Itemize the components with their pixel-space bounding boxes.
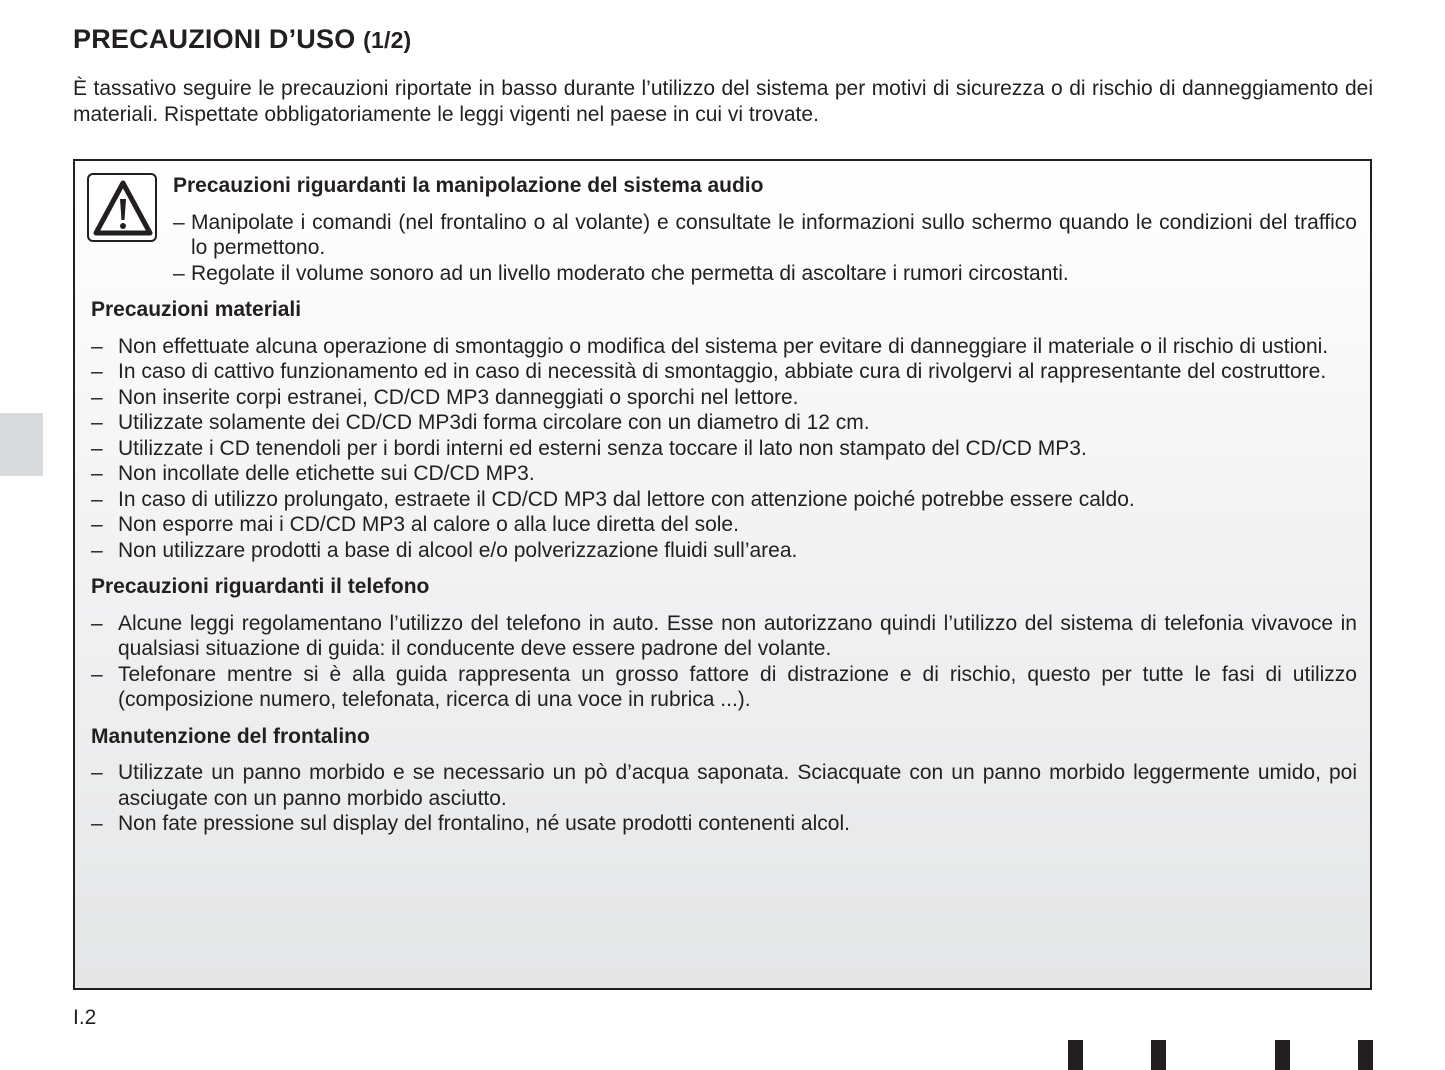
page-title: PRECAUZIONI D’USO (1/2) bbox=[73, 24, 412, 54]
page-number: I.2 bbox=[73, 1006, 97, 1029]
list-item: – Manipolate i comandi (nel frontalino o al volante) e consultate le informazioni sullo schermo quando le condizioni del traffico lo permettono. bbox=[173, 210, 1357, 261]
list-item: – Utilizzate i CD tenendoli per i bordi interni ed esterni senza toccare il lato non stampato del CD/CD MP3. bbox=[91, 436, 1357, 462]
print-registration-mark bbox=[1068, 1040, 1083, 1070]
list-item: – In caso di utilizzo prolungato, estraete il CD/CD MP3 dal lettore con attenzione poiché potrebbe essere caldo. bbox=[91, 487, 1357, 513]
list-item: – Non fate pressione sul display del frontalino, né usate prodotti contenenti alcol. bbox=[91, 811, 1357, 837]
phone-section bbox=[91, 574, 1357, 713]
intro-paragraph: È tassativo seguire le precauzioni riportate in basso durante l’utilizzo del sistema per motivi di sicurezza o di rischio di danneggiamento dei materiali. Rispettate obbligatoriamente le leggi vigenti nel paese in cui vi trovate. bbox=[73, 77, 1373, 126]
list-item: – Regolate il volume sonoro ad un livello moderato che permetta di ascoltare i rumori circostanti. bbox=[173, 261, 1357, 287]
list-item: – Non utilizzare prodotti a base di alcool e/o polverizzazione fluidi sull’area. bbox=[91, 538, 1357, 564]
maintenance-section bbox=[91, 724, 1357, 837]
print-registration-mark bbox=[1151, 1040, 1166, 1070]
phone-heading: Precauzioni riguardanti il telefono bbox=[91, 575, 430, 598]
list-item: – In caso di cattivo funzionamento ed in caso di necessità di smontaggio, abbiate cura di rivolgervi al rappresentante del costruttore. bbox=[91, 359, 1357, 385]
maintenance-heading: Manutenzione del frontalino bbox=[91, 724, 370, 748]
print-registration-mark bbox=[1358, 1040, 1373, 1070]
materials-heading: Precauzioni materiali bbox=[91, 298, 302, 321]
list-item: – Utilizzate solamente dei CD/CD MP3di forma circolare con un diametro di 12 cm. bbox=[91, 410, 1357, 436]
list-item: – Non incollate delle etichette sui CD/CD MP3. bbox=[91, 461, 1357, 487]
list-item: – Non effettuate alcuna operazione di smontaggio o modifica del sistema per evitare di danneggiare il materiale o il rischio di ustioni. bbox=[91, 334, 1357, 360]
section-tab-marker bbox=[0, 413, 43, 476]
audio-heading: Precauzioni riguardanti la manipolazione del sistema audio bbox=[173, 174, 764, 197]
materials-section bbox=[91, 297, 1357, 563]
precautions-box bbox=[73, 159, 1372, 990]
list-item: – Utilizzate un panno morbido e se necessario un pò d’acqua saponata. Sciacquate con un panno morbido leggermente umido, poi asciugate con un panno morbido asciutto. bbox=[91, 760, 1357, 811]
audio-section bbox=[91, 173, 1357, 286]
list-item: – Non esporre mai i CD/CD MP3 al calore o alla luce diretta del sole. bbox=[91, 512, 1357, 538]
page-part: (1/2) bbox=[363, 27, 412, 53]
list-item: – Telefonare mentre si è alla guida rappresenta un grosso fattore di distrazione e di rischio, questo per tutte le fasi di utilizzo (composizione numero, telefonata, ricerca di una voce in rubrica ...). bbox=[91, 662, 1357, 713]
list-item: – Non inserite corpi estranei, CD/CD MP3 danneggiati o sporchi nel lettore. bbox=[91, 385, 1357, 411]
list-item: – Alcune leggi regolamentano l’utilizzo del telefono in auto. Esse non autorizzano quindi l’utilizzo del sistema di telefonia vivavoce in qualsiasi situazione di guida: il conducente deve essere padrone del volante. bbox=[91, 611, 1357, 662]
print-registration-mark bbox=[1275, 1040, 1290, 1070]
